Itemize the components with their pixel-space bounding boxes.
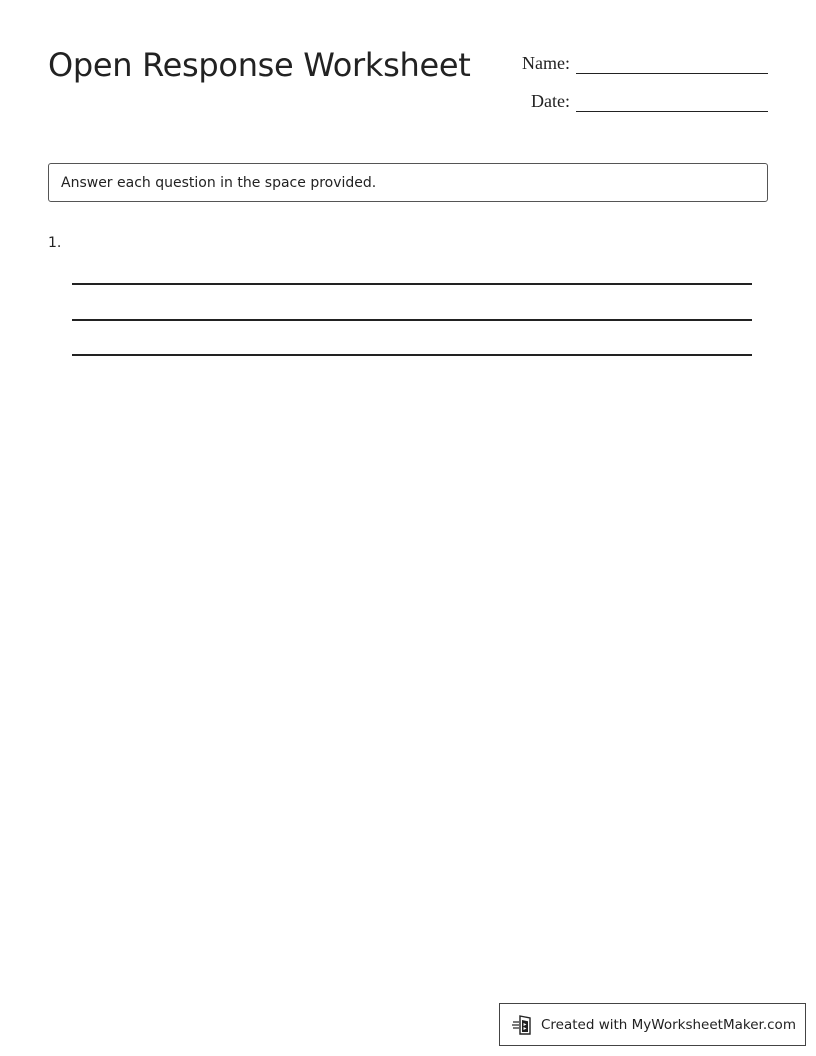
name-blank-line[interactable]	[576, 52, 768, 74]
instructions-box	[48, 163, 768, 202]
name-field	[522, 52, 768, 74]
page-title: Open Response Worksheet	[48, 46, 471, 84]
answer-line[interactable]	[72, 354, 752, 356]
worksheet-maker-logo-icon	[512, 1014, 534, 1036]
date-blank-line[interactable]	[576, 90, 768, 112]
footer-credit-text: Created with MyWorksheetMaker.com	[541, 1016, 796, 1033]
answer-line[interactable]	[72, 319, 752, 321]
question-item	[48, 232, 768, 251]
answer-line[interactable]	[72, 283, 752, 285]
name-label: Name:	[522, 53, 570, 73]
date-field	[531, 90, 768, 112]
date-label: Date:	[531, 91, 570, 111]
question-number: 1.	[48, 235, 62, 251]
instructions-text: Answer each question in the space provided.	[61, 174, 377, 191]
footer-credit-badge[interactable]	[499, 1003, 806, 1046]
